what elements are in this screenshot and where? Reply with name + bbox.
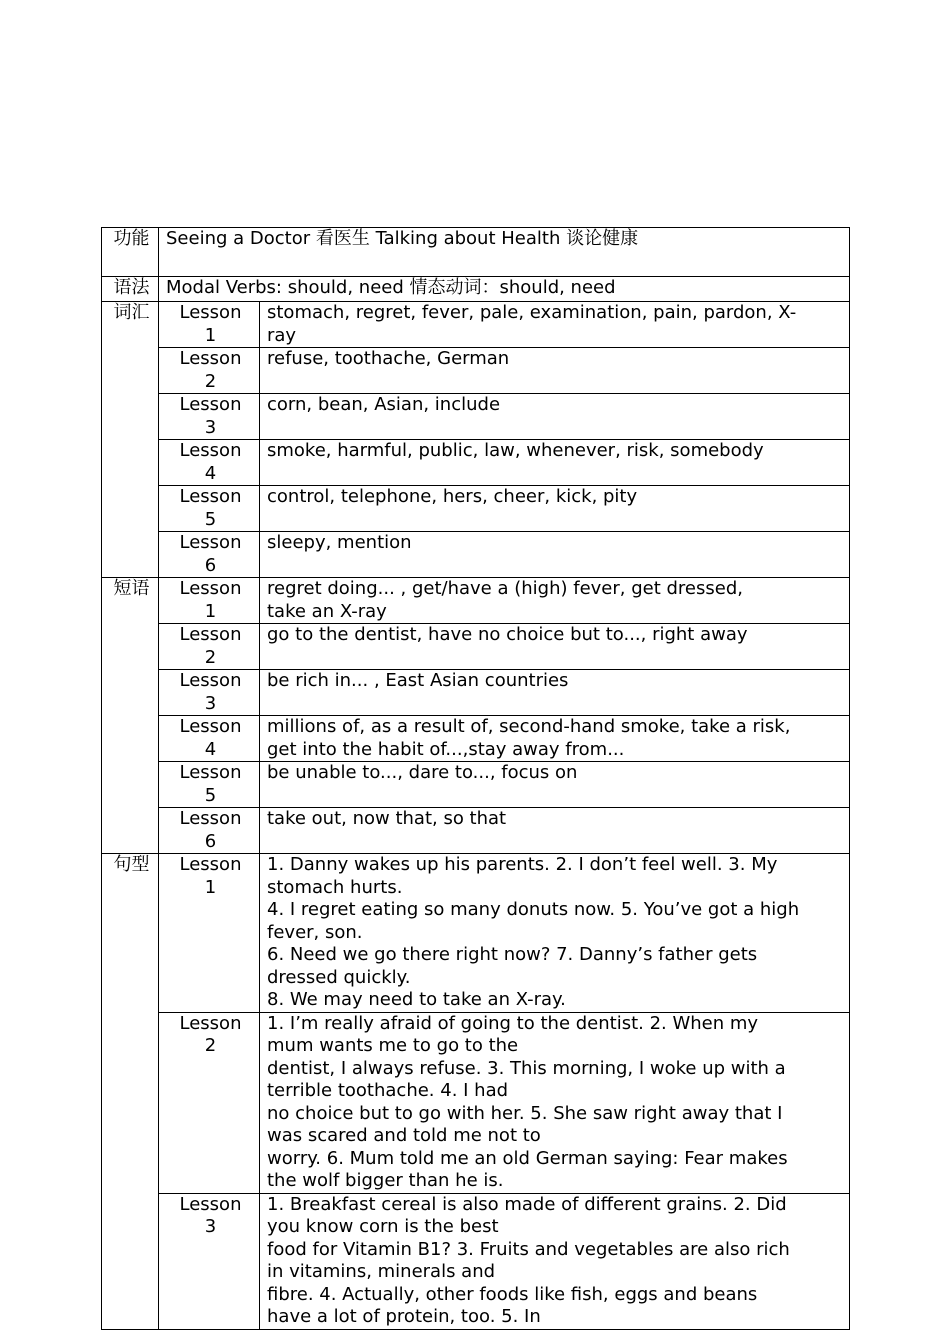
- lesson-label-line: 5: [204, 508, 217, 530]
- content-line: you know corn is the best: [267, 1216, 499, 1237]
- content-line: dressed quickly.: [267, 966, 411, 988]
- content-line: 4. I regret eating so many donuts now. 5. You’ve got a high: [267, 899, 800, 920]
- lesson-label-line: 3: [204, 416, 217, 438]
- content-line: refuse, toothache, German: [267, 348, 510, 369]
- vocabulary-row: [102, 394, 850, 440]
- sentences-content: [260, 1193, 850, 1329]
- phrases-content: [260, 624, 850, 670]
- lesson-label: [159, 1012, 260, 1193]
- lesson-label-line: 5: [204, 784, 217, 806]
- phrases-content: [260, 578, 850, 624]
- content-line: sleepy, mention: [267, 532, 412, 553]
- content-line: take an X-ray: [267, 600, 387, 622]
- sentences-row: [102, 1193, 850, 1329]
- lesson-label-line: Lesson: [179, 624, 242, 645]
- lesson-label-line: Lesson: [179, 394, 242, 415]
- phrases-row: [102, 624, 850, 670]
- lesson-label: [159, 348, 260, 394]
- lesson-label: [159, 716, 260, 762]
- lesson-label-line: Lesson: [179, 348, 242, 369]
- lesson-label-line: 4: [204, 738, 217, 760]
- lesson-label: [159, 578, 260, 624]
- vocabulary-row: [102, 302, 850, 348]
- lesson-label: [159, 854, 260, 1013]
- lesson-label: [159, 394, 260, 440]
- lesson-label-line: 2: [204, 370, 217, 392]
- grammar-text: Modal Verbs: should, need 情态动词：should, need: [159, 277, 850, 302]
- lesson-label-line: Lesson: [179, 762, 242, 783]
- content-line: 6. Need we go there right now? 7. Danny’s father gets: [267, 944, 758, 965]
- lesson-label-line: 1: [204, 876, 217, 898]
- content-line: have a lot of protein, too. 5. In: [267, 1306, 541, 1327]
- vocabulary-content: [260, 302, 850, 348]
- phrases-row: [102, 670, 850, 716]
- content-line: 1. Danny wakes up his parents. 2. I don’t feel well. 3. My: [267, 854, 778, 875]
- function-row: [102, 228, 850, 277]
- vocabulary-row: [102, 348, 850, 394]
- phrases-content: [260, 762, 850, 808]
- lesson-label-line: Lesson: [179, 854, 242, 875]
- content-line: be rich in... , East Asian countries: [267, 670, 569, 691]
- lesson-label-line: Lesson: [179, 440, 242, 461]
- lesson-label-line: Lesson: [179, 532, 242, 553]
- lesson-label-line: 3: [204, 1216, 217, 1237]
- content-line: be unable to..., dare to..., focus on: [267, 762, 578, 783]
- lesson-label-line: Lesson: [179, 1012, 242, 1034]
- content-line: get into the habit of...,stay away from...: [267, 738, 625, 760]
- sentences-content: [260, 1012, 850, 1193]
- lesson-label-line: Lesson: [179, 1193, 242, 1215]
- lesson-label-line: 6: [204, 554, 217, 576]
- lesson-label: [159, 670, 260, 716]
- content-line: ray: [267, 324, 297, 346]
- content-line: smoke, harmful, public, law, whenever, risk, somebody: [267, 440, 764, 461]
- phrases-row: [102, 578, 850, 624]
- phrases-row: [102, 762, 850, 808]
- content-line: stomach, regret, fever, pale, examination, pain, pardon, X-: [267, 302, 797, 323]
- phrases-label: 短语: [102, 578, 159, 854]
- phrases-content: [260, 808, 850, 854]
- content-line: take out, now that, so that: [267, 808, 507, 829]
- lesson-label-line: 2: [204, 646, 217, 668]
- sentences-row: [102, 1012, 850, 1193]
- sentences-content: [260, 854, 850, 1013]
- vocabulary-content: [260, 486, 850, 532]
- lesson-label-line: 2: [204, 1035, 217, 1056]
- phrases-row: [102, 808, 850, 854]
- lesson-label-line: 4: [204, 462, 217, 484]
- lesson-label: [159, 624, 260, 670]
- vocabulary-row: [102, 440, 850, 486]
- content-line: the wolf bigger than he is.: [267, 1170, 504, 1191]
- content-line: dentist, I always refuse. 3. This morning, I woke up with a: [267, 1057, 786, 1079]
- vocabulary-label: 词汇: [102, 302, 159, 578]
- content-line: go to the dentist, have no choice but to..., right away: [267, 624, 748, 645]
- function-label: 功能: [102, 228, 159, 277]
- content-line: food for Vitamin B1? 3. Fruits and vegetables are also rich: [267, 1238, 790, 1260]
- lesson-label: [159, 1193, 260, 1329]
- grammar-label: 语法: [102, 277, 159, 302]
- unit-summary-table: [101, 227, 850, 1330]
- content-line: in vitamins, minerals and: [267, 1261, 496, 1282]
- content-line: control, telephone, hers, cheer, kick, pity: [267, 486, 638, 507]
- lesson-label: [159, 762, 260, 808]
- lesson-label-line: Lesson: [179, 808, 242, 829]
- phrases-content: [260, 716, 850, 762]
- lesson-label-line: Lesson: [179, 716, 242, 737]
- content-line: 1. Breakfast cereal is also made of different grains. 2. Did: [267, 1193, 787, 1215]
- lesson-label-line: 1: [204, 600, 217, 622]
- content-line: 1. I’m really afraid of going to the dentist. 2. When my: [267, 1012, 759, 1034]
- vocabulary-content: [260, 348, 850, 394]
- vocabulary-row: [102, 532, 850, 578]
- vocabulary-content: [260, 440, 850, 486]
- lesson-label-line: Lesson: [179, 578, 242, 599]
- content-line: fibre. 4. Actually, other foods like fish, eggs and beans: [267, 1283, 758, 1305]
- function-text: Seeing a Doctor 看医生 Talking about Health 谈论健康: [159, 228, 850, 277]
- content-line: fever, son.: [267, 921, 363, 943]
- phrases-content: [260, 670, 850, 716]
- content-line: was scared and told me not to: [267, 1125, 541, 1146]
- content-line: mum wants me to go to the: [267, 1035, 519, 1056]
- content-line: millions of, as a result of, second-hand smoke, take a risk,: [267, 716, 791, 737]
- vocabulary-row: [102, 486, 850, 532]
- content-line: regret doing... , get/have a (high) fever, get dressed,: [267, 578, 743, 599]
- sentences-label: 句型: [102, 854, 159, 1330]
- lesson-label-line: Lesson: [179, 302, 242, 323]
- phrases-row: [102, 716, 850, 762]
- content-line: worry. 6. Mum told me an old German saying: Fear makes: [267, 1147, 788, 1169]
- lesson-label: [159, 532, 260, 578]
- vocabulary-content: [260, 532, 850, 578]
- lesson-label: [159, 302, 260, 348]
- lesson-label: [159, 808, 260, 854]
- content-line: no choice but to go with her. 5. She saw right away that I: [267, 1102, 783, 1124]
- lesson-label-line: 1: [204, 324, 217, 346]
- sentences-row: [102, 854, 850, 1013]
- content-line: stomach hurts.: [267, 876, 403, 898]
- lesson-label-line: 6: [204, 830, 217, 852]
- content-line: 8. We may need to take an X-ray.: [267, 989, 566, 1010]
- vocabulary-content: [260, 394, 850, 440]
- content-line: terrible toothache. 4. I had: [267, 1080, 509, 1101]
- lesson-label-line: Lesson: [179, 486, 242, 507]
- content-line: corn, bean, Asian, include: [267, 394, 501, 415]
- grammar-row: [102, 277, 850, 302]
- lesson-label: [159, 440, 260, 486]
- lesson-label: [159, 486, 260, 532]
- lesson-label-line: Lesson: [179, 670, 242, 691]
- lesson-label-line: 3: [204, 692, 217, 714]
